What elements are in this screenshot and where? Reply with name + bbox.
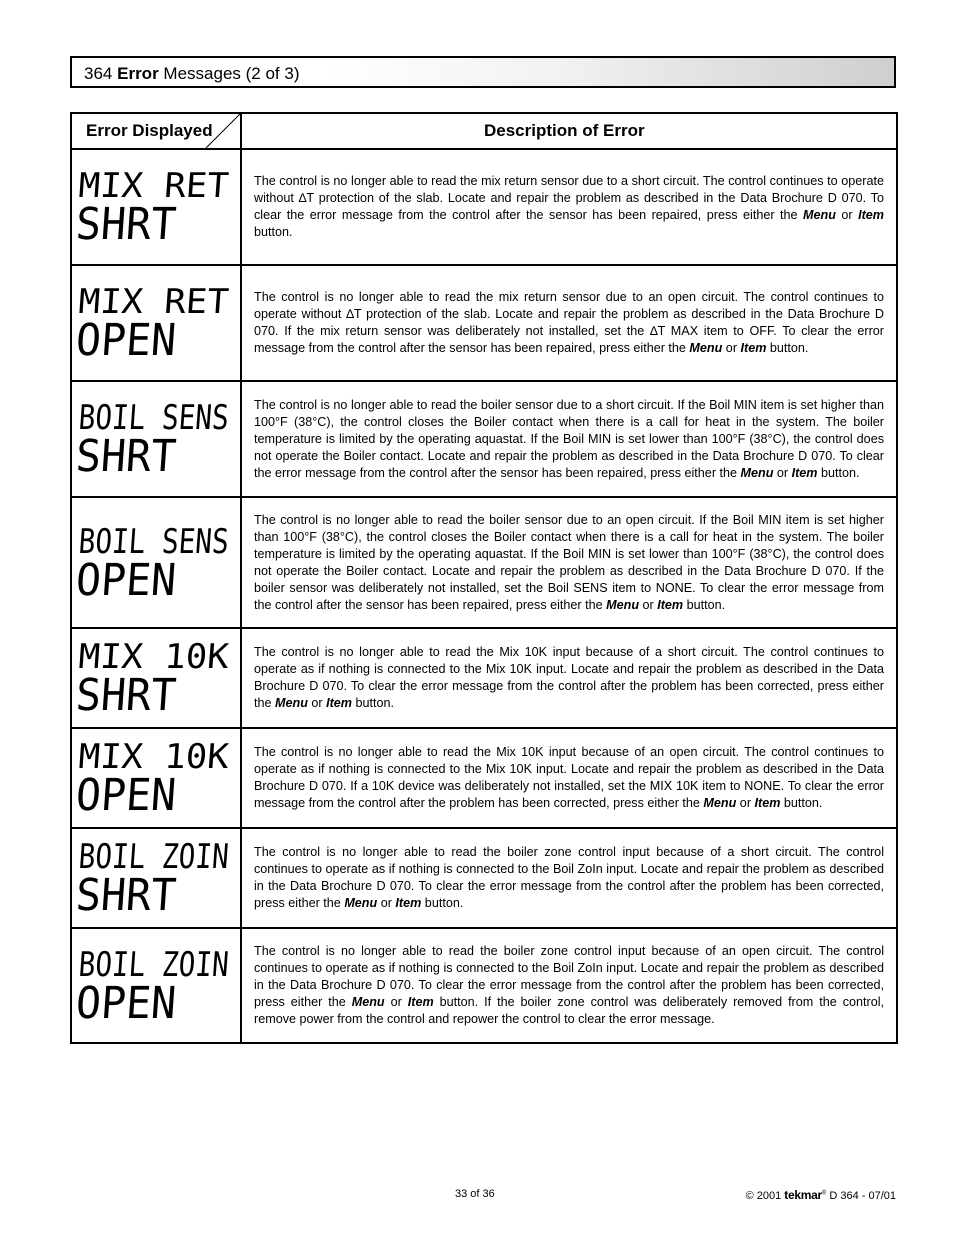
description-text: button. bbox=[780, 796, 823, 810]
section-number: 364 bbox=[84, 64, 113, 83]
column-header-description bbox=[241, 113, 897, 149]
menu-button-ref: Menu bbox=[803, 208, 836, 222]
registered-mark: ® bbox=[821, 1190, 827, 1197]
header-diagonal bbox=[206, 114, 242, 148]
description-text: The control is no longer able to read the boiler zone control input because of a short circuit. The control continues to operate as if nothing is connected to the Boil ZoIn input. Locate and repair the problem as described in the Data Brochure D 070. To clear the error message from the control after the problem has been corrected, press either the bbox=[254, 845, 884, 910]
item-button-ref: Item bbox=[858, 208, 885, 222]
lcd-display bbox=[74, 521, 265, 606]
error-description-cell bbox=[241, 497, 897, 628]
lcd-line-1: BOIL ZOIN bbox=[77, 837, 265, 877]
error-description-cell bbox=[241, 149, 897, 265]
item-button-ref: Item bbox=[791, 465, 818, 480]
lcd-line-2: OPEN bbox=[74, 554, 184, 606]
error-code-cell bbox=[71, 628, 241, 728]
item-button-ref: Item bbox=[657, 597, 684, 612]
description-text: The control is no longer able to read the mix return sensor due to a short circuit. The control continues to operate without ∆T protection of the slab. Locate and repair the problem as described in the Data Brochure D 070. To clear the error message from the control after the sensor has been repaired, press either the bbox=[254, 174, 884, 222]
title-bold-word: Error bbox=[117, 64, 159, 83]
lcd-line-1: MIX RET bbox=[77, 166, 224, 206]
error-description-cell bbox=[241, 628, 897, 728]
menu-button-ref: Menu bbox=[344, 896, 378, 910]
lcd-line-2: SHRT bbox=[74, 199, 184, 250]
item-button-ref: Item bbox=[740, 341, 767, 355]
error-description-cell bbox=[241, 828, 897, 928]
description-text: button. bbox=[421, 896, 464, 910]
lcd-line-2: OPEN bbox=[74, 977, 184, 1029]
lcd-display bbox=[74, 837, 265, 921]
lcd-line-1: BOIL SENS bbox=[77, 398, 265, 438]
description-text: or bbox=[639, 597, 658, 612]
menu-button-ref: Menu bbox=[275, 696, 308, 710]
table-row bbox=[71, 265, 897, 381]
lcd-line-1: MIX 10K bbox=[77, 737, 224, 777]
column-header-error-label: Error Displayed bbox=[86, 121, 213, 140]
lcd-display bbox=[74, 166, 236, 250]
menu-button-ref: Menu bbox=[351, 995, 385, 1009]
error-code-cell bbox=[71, 149, 241, 265]
error-description-cell bbox=[241, 728, 897, 828]
lcd-display bbox=[74, 944, 265, 1029]
lcd-display bbox=[74, 398, 265, 482]
lcd-line-1: MIX RET bbox=[77, 282, 224, 322]
description-text: or bbox=[384, 995, 408, 1009]
menu-button-ref: Menu bbox=[606, 597, 640, 612]
error-description-cell bbox=[241, 381, 897, 497]
lcd-line-2: SHRT bbox=[74, 670, 184, 721]
description-text: The control is no longer able to read the boiler sensor due to a short circuit. If the Boil MIN item is set higher than 100°F (38°C), the control closes the Boiler contact when there is a call for heat in the system. The boiler temperature is limited by the operating aquastat. If the Boil MIN is set lower than 100°F (38°C), the control does not operate the Boiler contact. Locate and repair the problem as described in the Data Brochure D 070. To clear the error message from the control after the sensor has been repaired, press either the bbox=[254, 397, 884, 480]
error-code-cell bbox=[71, 265, 241, 381]
description-text: or bbox=[722, 341, 741, 355]
table-row bbox=[71, 628, 897, 728]
error-code-cell bbox=[71, 728, 241, 828]
item-button-ref: Item bbox=[407, 995, 434, 1009]
table-row bbox=[71, 828, 897, 928]
column-header-description-label: Description of Error bbox=[484, 121, 645, 140]
description-text: The control is no longer able to read the mix return sensor due to an open circuit. The control continues to operate without ∆T protection of the slab. Locate and repair the problem as described in the Data Brochure D 070. If the mix return sensor was deliberately not installed, set the ∆T MAX item to OFF. To clear the error message from the control after the sensor has been repaired, press either the bbox=[254, 290, 884, 355]
description-text: The control is no longer able to read the boiler sensor due to an open circuit. If the Boil MIN item is set higher than 100°F (38°C), the control closes the Boiler contact when there is a call for heat in the system. The boiler temperature is limited by the operating aquastat. If the Boil MIN is set lower than 100°F (38°C), the control does not operate the Boiler contact. Locate and repair the problem as described in the Data Brochure D 070. If the boiler sensor was deliberately not installed, set the Boil SENS item to NONE. To clear the error message from the control after the sensor has been repaired, press either the bbox=[254, 512, 884, 612]
header-gradient bbox=[328, 58, 894, 86]
table-row bbox=[71, 728, 897, 828]
description-text: or bbox=[835, 208, 859, 222]
item-button-ref: Item bbox=[326, 696, 353, 710]
page-number: 33 of 36 bbox=[455, 1188, 495, 1200]
description-text: button. bbox=[817, 465, 860, 480]
table-row bbox=[71, 928, 897, 1043]
description-text: button. bbox=[766, 341, 809, 355]
section-header bbox=[70, 56, 896, 88]
error-description-cell bbox=[241, 265, 897, 381]
description-text: or bbox=[307, 696, 327, 710]
header-rule bbox=[328, 56, 896, 58]
column-header-error bbox=[71, 113, 241, 149]
error-code-cell bbox=[71, 497, 265, 628]
item-button-ref: Item bbox=[395, 896, 422, 910]
error-table bbox=[70, 112, 898, 1044]
error-code-cell bbox=[71, 381, 265, 497]
lcd-line-2: OPEN bbox=[74, 315, 184, 366]
lcd-line-2: SHRT bbox=[74, 870, 184, 921]
lcd-line-1: BOIL ZOIN bbox=[77, 944, 265, 985]
item-button-ref: Item bbox=[754, 796, 781, 810]
description-text: or bbox=[773, 465, 792, 480]
description-text: button. bbox=[683, 597, 726, 612]
menu-button-ref: Menu bbox=[740, 465, 774, 480]
page-title bbox=[84, 64, 299, 84]
table-header-row bbox=[71, 113, 897, 149]
lcd-display bbox=[74, 637, 236, 721]
menu-button-ref: Menu bbox=[703, 796, 737, 810]
error-code-cell bbox=[71, 928, 265, 1043]
footer-copyright bbox=[746, 1188, 896, 1202]
description-text: The control is no longer able to read the Mix 10K input because of a short circuit. The control continues to operate as if nothing is connected to the Mix 10K input. Locate and repair the problem as described in the Data Brochure D 070. To clear the error message from the control after the problem has been corrected, press either the bbox=[254, 645, 884, 710]
description-text: The control is no longer able to read the boiler zone control input because of an open circuit. The control continues to operate as if nothing is connected to the Boil ZoIn input. Locate and repair the problem as described in the Data Brochure D 070. To clear the error message from the control after the problem has been corrected, press either the bbox=[254, 944, 884, 1009]
menu-button-ref: Menu bbox=[689, 341, 723, 355]
description-text: The control is no longer able to read the Mix 10K input because of an open circuit. The control continues to operate as if nothing is connected to the Mix 10K input. Locate and repair the problem as described in the Data Brochure D 070. If a 10K device was deliberately not installed, set the MIX 10K item to NONE. To clear the error message from the control after the problem has been corrected, press either the bbox=[254, 745, 884, 810]
lcd-line-1: BOIL SENS bbox=[77, 521, 265, 562]
description-text: button. bbox=[352, 696, 395, 710]
lcd-line-2: OPEN bbox=[74, 770, 184, 821]
table-row bbox=[71, 381, 897, 497]
description-text: button. bbox=[254, 225, 293, 239]
error-code-cell bbox=[71, 828, 265, 928]
description-text: or bbox=[377, 896, 396, 910]
table-row bbox=[71, 149, 897, 265]
doc-number: D 364 - 07/01 bbox=[829, 1190, 896, 1202]
description-text: or bbox=[736, 796, 755, 810]
table-row bbox=[71, 497, 897, 628]
lcd-line-2: SHRT bbox=[74, 431, 184, 482]
lcd-line-1: MIX 10K bbox=[77, 637, 224, 677]
title-rest: Messages (2 of 3) bbox=[163, 64, 300, 83]
copyright-text: © 2001 bbox=[745, 1190, 782, 1202]
error-description-cell bbox=[241, 928, 897, 1043]
brand-logo: tekmar bbox=[784, 1188, 822, 1202]
lcd-display bbox=[74, 737, 236, 821]
lcd-display bbox=[74, 282, 236, 366]
description-text: button. If the boiler zone control was deliberately removed from the control, remove power from the control and repower the control to clear the error message. bbox=[254, 995, 884, 1026]
